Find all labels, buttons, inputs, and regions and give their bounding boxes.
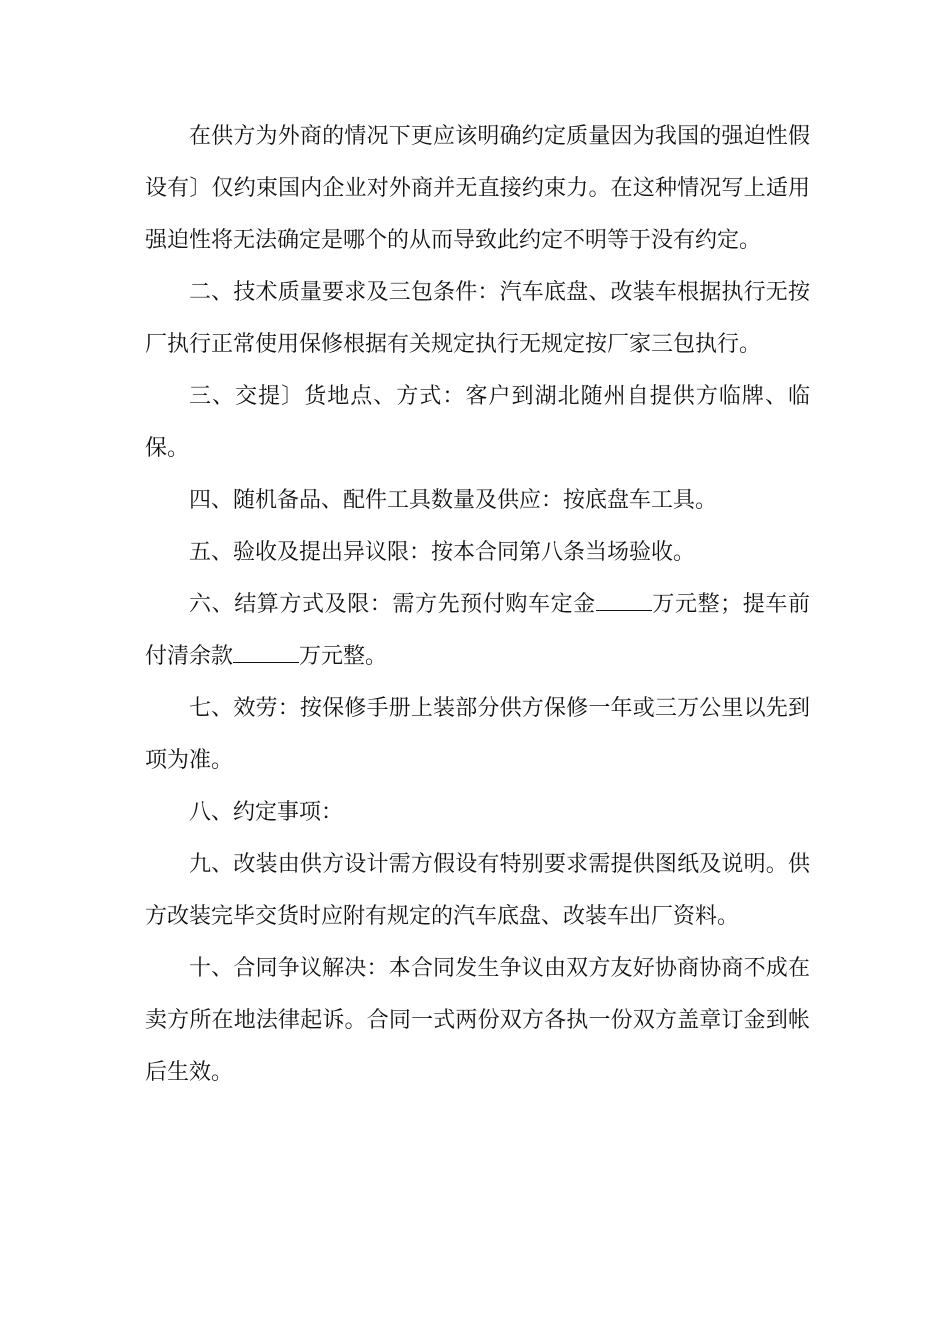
- paragraph-agreed-matters: 八、约定事项：: [189, 800, 344, 825]
- paragraph-quality-note: 在供方为外商的情况下更应该明确约定质量因为我国的强迫性假设有〕仅约束国内企业对外商并无直接约束力。在这种情况写上适用强迫性将无法确定是哪个的从而导致此约定不明等于没有约定。: [145, 124, 810, 253]
- settlement-text-2: 万元整；提车前付清余款: [145, 592, 810, 669]
- document-body: [145, 111, 810, 1099]
- paragraph-service: 七、效劳：按保修手册上装部分供方保修一年或三万公里以先到项为准。: [145, 696, 810, 773]
- settlement-text-3: 万元整。: [299, 644, 388, 669]
- paragraph-dispute: 十、合同争议解决：本合同发生争议由双方友好协商协商不成在卖方所在地法律起诉。合同一式两份双方各执一份双方盖章订金到帐后生效。: [145, 956, 810, 1085]
- deposit-amount-blank: [596, 584, 652, 611]
- paragraph-acceptance: 五、验收及提出异议限：按本合同第八条当场验收。: [189, 540, 696, 565]
- paragraph-modification: 九、改装由供方设计需方假设有特别要求需提供图纸及说明。供方改装完毕交货时应附有规定的汽车底盘、改装车出厂资料。: [145, 852, 810, 929]
- paragraph-technical-quality: 二、技术质量要求及三包条件：汽车底盘、改装车根据执行无按厂执行正常使用保修根据有关规定执行无规定按厂家三包执行。: [145, 280, 810, 357]
- paragraph-spare-parts: 四、随机备品、配件工具数量及供应：按底盘车工具。: [189, 488, 718, 513]
- paragraph-delivery: 三、交提〕货地点、方式：客户到湖北随州自提供方临牌、临保。: [145, 384, 810, 461]
- settlement-text-1: 六、结算方式及限：需方先预付购车定金: [189, 592, 596, 617]
- paragraph-settlement: [145, 579, 810, 683]
- balance-amount-blank: [233, 636, 299, 663]
